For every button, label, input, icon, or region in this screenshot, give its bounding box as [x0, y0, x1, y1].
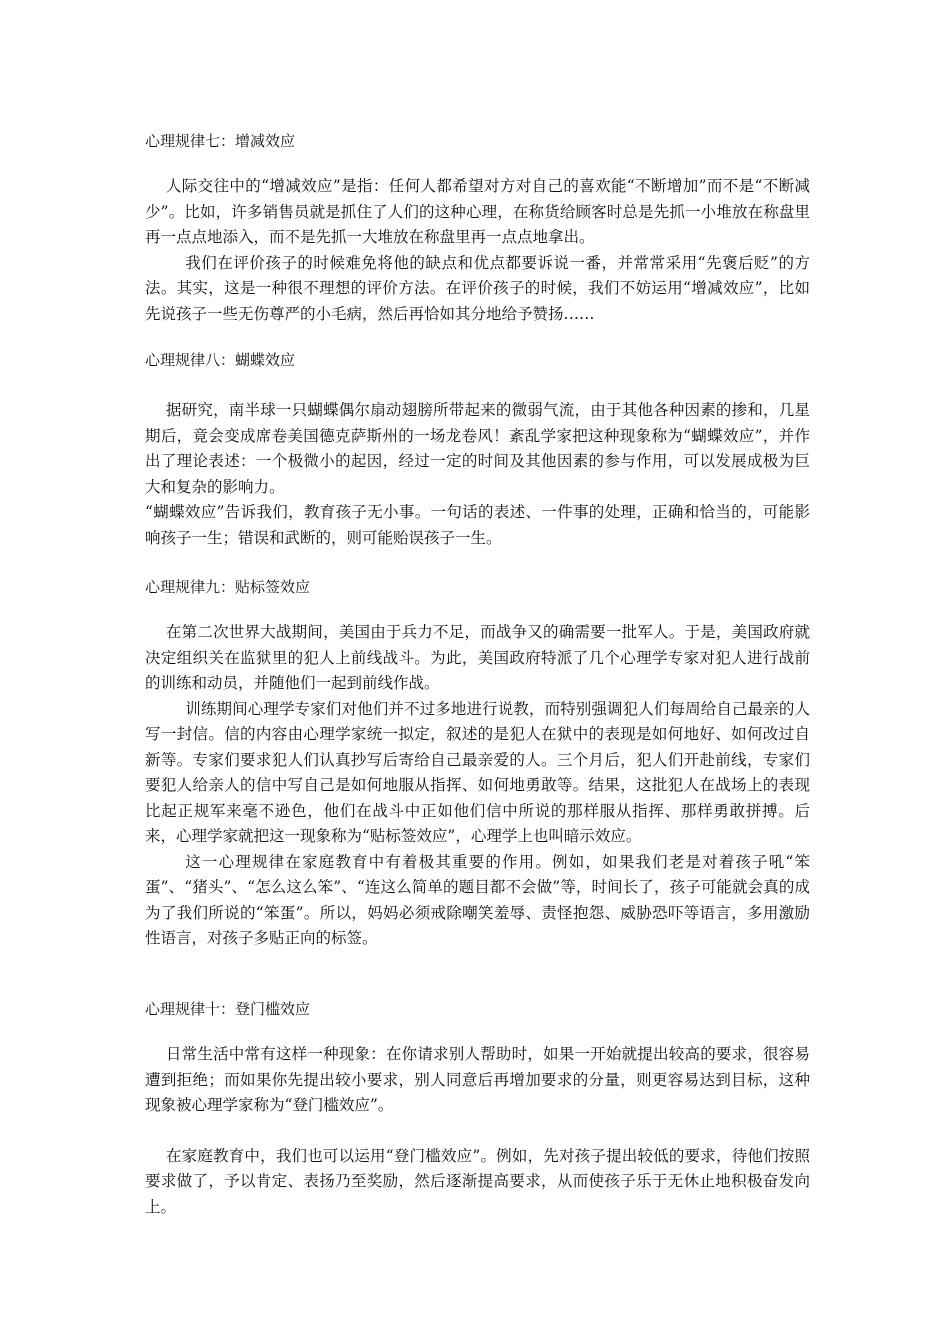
section-8-heading: 心理规律八：蝴蝶效应 [145, 351, 296, 369]
section-10-body [145, 1042, 810, 1220]
section-10-paragraph-1: 日常生活中常有这样一种现象：在你请求别人帮助时，如果一开始就提出较高的要求，很容易遭到拒绝；而如果你先提出较小要求，别人同意后再增加要求的分量，则更容易达到目标，这种现象被心理学家称为“登门槛效应”。 [145, 1045, 810, 1114]
section-7-heading: 心理规律七：增减效应 [145, 132, 296, 150]
section-9-paragraph-3: 这一心理规律在家庭教育中有着极其重要的作用。例如，如果我们老是对着孩子吼“笨蛋”、“猪头”、“怎么这么笨”、“连这么简单的题目都不会做”等，时间长了，孩子可能就会真的成为了我们所说的“笨蛋”。所以，妈妈必须戒除嘲笑羞辱、责怪抱怨、威胁恐吓等语言，多用激励性语言，对孩子多贴正向的标签。 [145, 852, 810, 947]
section-7-body [145, 174, 810, 327]
section-10-paragraph-2: 在家庭教育中，我们也可以运用“登门槛效应”。例如，先对孩子提出较低的要求，待他们按照要求做了，予以肯定、表扬乃至奖励，然后逐渐提高要求，从而使孩子乐于无休止地积极奋发向上。 [145, 1146, 810, 1216]
section-9-paragraph-2: 训练期间心理学专家们对他们并不过多地进行说教，而特别强调犯人们每周给自己最亲的人写一封信。信的内容由心理学家统一拟定，叙述的是犯人在狱中的表现是如何地好、如何改过自新等。专家们要求犯人们认真抄写后寄给自己最亲爱的人。三个月后，犯人们开赴前线，专家们要犯人给亲人的信中写自己是如何地服从指挥、如何地勇敢等。结果，这批犯人在战场上的表现比起正规军来毫不逊色，他们在战斗中正如他们信中所说的那样服从指挥、那样勇敢拼搏。后来，心理学家就把这一现象称为“贴标签效应”，心理学上也叫暗示效应。 [145, 699, 810, 845]
section-7-paragraph-2: 我们在评价孩子的时候难免将他的缺点和优点都要诉说一番，并常常采用“先褒后贬”的方法。其实，这是一种很不理想的评价方法。在评价孩子的时候，我们不妨运用“增减效应”，比如先说孩子一些无伤尊严的小毛病，然后再恰如其分地给予赞扬…… [145, 253, 810, 323]
section-9-heading: 心理规律九：贴标签效应 [145, 578, 311, 596]
section-10-heading: 心理规律十：登门槛效应 [145, 1000, 311, 1018]
section-7-paragraph-1: 人际交往中的“增减效应”是指：任何人都希望对方对自己的喜欢能“不断增加”而不是“不断减少”。比如，许多销售员就是抓住了人们的这种心理，在称货给顾客时总是先抓一小堆放在称盘里再一点点地添入，而不是先抓一大堆放在称盘里再一点点地拿出。 [145, 177, 810, 246]
section-8-paragraph-1: 据研究，南半球一只蝴蝶偶尔扇动翅膀所带起来的微弱气流，由于其他各种因素的掺和，几星期后，竟会变成席卷美国德克萨斯州的一场龙卷风！紊乱学家把这种现象称为“蝴蝶效应”，并作出了理论表述：一个极微小的起因，经过一定的时间及其他因素的参与作用，可以发展成极为巨大和复杂的影响力。 [145, 401, 810, 496]
section-8-paragraph-2: “蝴蝶效应”告诉我们，教育孩子无小事。一句话的表述、一件事的处理，正确和恰当的，可能影响孩子一生；错误和武断的，则可能贻误孩子一生。 [145, 503, 810, 547]
section-9-paragraph-1: 在第二次世界大战期间，美国由于兵力不足，而战争又的确需要一批军人。于是，美国政府就决定组织关在监狱里的犯人上前线战斗。为此，美国政府特派了几个心理学专家对犯人进行战前的训练和动员，并随他们一起到前线作战。 [145, 623, 810, 692]
section-8-body [145, 398, 810, 551]
section-9-body [145, 620, 810, 952]
